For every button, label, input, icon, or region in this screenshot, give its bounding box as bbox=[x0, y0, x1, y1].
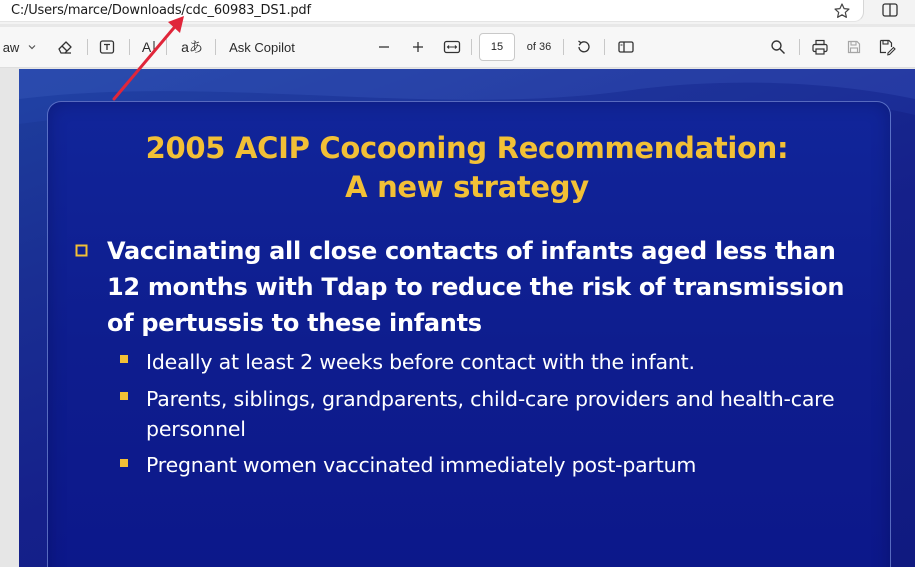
square-bullet-icon bbox=[120, 392, 128, 400]
save-as-icon[interactable] bbox=[875, 27, 899, 67]
search-icon[interactable] bbox=[766, 27, 790, 67]
toolbar-divider bbox=[563, 39, 564, 55]
url-text[interactable]: C:/Users/marce/Downloads/cdc_60983_DS1.pdf bbox=[11, 3, 311, 18]
ask-copilot-label: Ask Copilot bbox=[229, 39, 295, 55]
page-number-input[interactable]: 15 bbox=[479, 33, 515, 61]
draw-label: aw bbox=[2, 39, 20, 55]
save-icon[interactable] bbox=[842, 27, 866, 67]
hollow-square-bullet-icon bbox=[75, 244, 88, 257]
print-icon[interactable] bbox=[808, 27, 832, 67]
slide-title-line1: 2005 ACIP Cocooning Recommendation: bbox=[145, 131, 789, 165]
main-bullet-text: Vaccinating all close contacts of infants aged less than 12 months with Tdap to reduce the risk of transmission of pertussis to these infants bbox=[107, 237, 845, 337]
read-aloud-label: aあ bbox=[181, 39, 203, 55]
text-tool-label: A bbox=[141, 39, 152, 55]
page-total-label: of 36 bbox=[526, 41, 552, 53]
rotate-icon[interactable] bbox=[572, 27, 596, 67]
ask-copilot-button[interactable] bbox=[222, 27, 302, 67]
star-icon[interactable] bbox=[832, 0, 852, 22]
toolbar-divider bbox=[604, 39, 605, 55]
document-viewer bbox=[0, 68, 915, 567]
fit-to-width-icon[interactable] bbox=[440, 27, 464, 67]
pdf-slide-page bbox=[19, 69, 915, 567]
zoom-in-icon[interactable] bbox=[407, 27, 429, 67]
draw-button[interactable] bbox=[0, 27, 22, 67]
page-view-icon[interactable] bbox=[614, 27, 638, 67]
sub-bullet-3: Pregnant women vaccinated immediately post-partum bbox=[146, 453, 697, 477]
toolbar-divider bbox=[471, 39, 472, 55]
square-bullet-icon bbox=[120, 459, 128, 467]
draw-options-chevron-icon[interactable] bbox=[24, 27, 40, 67]
slide-title-line2: A new strategy bbox=[345, 170, 589, 204]
split-screen-icon[interactable] bbox=[879, 0, 901, 22]
toolbar-divider bbox=[799, 39, 800, 55]
square-bullet-icon bbox=[120, 355, 128, 363]
eraser-icon[interactable] bbox=[53, 27, 77, 67]
zoom-out-icon[interactable] bbox=[373, 27, 395, 67]
sub-bullet-1: Ideally at least 2 weeks before contact with the infant. bbox=[146, 350, 695, 374]
toolbar-divider bbox=[215, 39, 216, 55]
page-total bbox=[524, 27, 554, 67]
annotation-arrow-icon bbox=[100, 8, 210, 106]
toolbar-divider bbox=[87, 39, 88, 55]
sub-bullet-2: Parents, siblings, grandparents, child-care providers and health-care personnel bbox=[146, 387, 835, 441]
